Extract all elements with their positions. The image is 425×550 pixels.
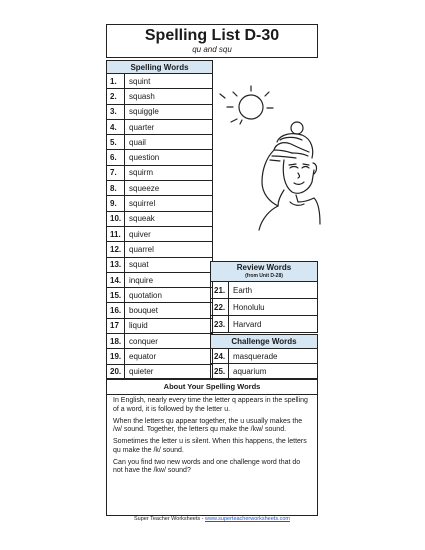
about-paragraph: Sometimes the letter u is silent. When this happens, the letters qu make the /k/ sound.: [113, 438, 307, 454]
word-text: quarter: [125, 119, 213, 134]
word-number: 17: [107, 318, 125, 333]
word-text: squirrel: [125, 196, 213, 211]
spelling-row: [107, 89, 213, 104]
challenge-words-header: Challenge Words: [211, 335, 318, 349]
word-number: 6.: [107, 150, 125, 165]
word-text: Earth: [229, 282, 318, 299]
word-number: 22.: [211, 299, 229, 316]
title-box: [106, 24, 318, 58]
spelling-row: [107, 135, 213, 150]
word-text: Harvard: [229, 316, 318, 333]
review-row: [211, 316, 318, 333]
spelling-row: [107, 242, 213, 257]
word-text: squeeze: [125, 181, 213, 196]
about-title: About Your Spelling Words: [107, 379, 317, 395]
spelling-row: [107, 303, 213, 318]
word-number: 14.: [107, 272, 125, 287]
word-number: 15.: [107, 288, 125, 303]
review-words-title: Review Words: [236, 262, 292, 272]
spelling-row: [107, 181, 213, 196]
word-number: 7.: [107, 165, 125, 180]
about-box: [106, 378, 318, 516]
word-text: squat: [125, 257, 213, 272]
word-number: 9.: [107, 196, 125, 211]
word-text: squiggle: [125, 104, 213, 119]
spelling-row: [107, 318, 213, 333]
word-text: bouquet: [125, 303, 213, 318]
word-text: quotation: [125, 288, 213, 303]
about-body: [107, 395, 317, 475]
word-number: 13.: [107, 257, 125, 272]
footer-text: Super Teacher Worksheets -: [133, 516, 206, 522]
word-number: 5.: [107, 135, 125, 150]
word-number: 25.: [211, 364, 229, 379]
about-paragraph: In English, nearly every time the letter q appears in the spelling of a word, it is followed by the letter u.: [113, 397, 308, 413]
word-number: 21.: [211, 282, 229, 299]
spelling-row: [107, 349, 213, 364]
word-number: 8.: [107, 181, 125, 196]
word-number: 18.: [107, 334, 125, 349]
spelling-row: [107, 74, 213, 89]
spelling-row: [107, 150, 213, 165]
word-number: 10.: [107, 211, 125, 226]
page-title: Spelling List D-30: [144, 27, 280, 44]
word-text: aquarium: [229, 364, 318, 379]
word-text: Honolulu: [229, 299, 318, 316]
word-number: 12.: [107, 242, 125, 257]
sun-icon: [239, 95, 263, 119]
word-text: masquerade: [229, 349, 318, 364]
word-text: liquid: [125, 318, 213, 333]
review-words-table: [210, 261, 318, 333]
about-paragraph: When the letters qu appear together, the u usually makes the /w/ sound. Together, the letters qu make the /kw/ sound.: [113, 417, 303, 434]
word-text: inquire: [125, 272, 213, 287]
challenge-row: [211, 349, 318, 364]
word-number: 24.: [211, 349, 229, 364]
challenge-words-table: [210, 334, 318, 380]
word-number: 23.: [211, 316, 229, 333]
about-paragraph: Can you find two new words and one challenge word that do not have the /kw/ sound?: [113, 459, 301, 475]
spelling-words-header: Spelling Words: [107, 61, 213, 74]
word-text: equator: [125, 349, 213, 364]
review-words-header: [211, 262, 318, 282]
spelling-row: [107, 211, 213, 226]
word-number: 19.: [107, 349, 125, 364]
spelling-row: [107, 104, 213, 119]
word-number: 16.: [107, 303, 125, 318]
word-number: 11.: [107, 226, 125, 241]
spelling-row: [107, 257, 213, 272]
review-row: [211, 299, 318, 316]
word-text: question: [125, 150, 213, 165]
word-text: squeak: [125, 211, 213, 226]
spelling-row: [107, 226, 213, 241]
spelling-row: [107, 119, 213, 134]
spelling-row: [107, 334, 213, 349]
word-text: quarrel: [125, 242, 213, 257]
page-subtitle: qu and squ: [192, 45, 232, 54]
review-row: [211, 282, 318, 299]
squinting-boy-illustration: [214, 78, 322, 258]
word-text: quieter: [125, 364, 213, 379]
word-text: conquer: [125, 334, 213, 349]
spelling-row: [107, 165, 213, 180]
word-text: squirm: [125, 165, 213, 180]
word-text: quiver: [125, 226, 213, 241]
challenge-row: [211, 364, 318, 379]
word-number: 20.: [107, 364, 125, 379]
spelling-row: [107, 272, 213, 287]
footer-link[interactable]: www.superteacherworksheets.com: [205, 516, 290, 522]
review-words-subheader: (from Unit D-28): [245, 272, 283, 279]
spelling-row: [107, 196, 213, 211]
word-number: 3.: [107, 104, 125, 119]
spelling-row: [107, 288, 213, 303]
word-text: quail: [125, 135, 213, 150]
word-number: 1.: [107, 74, 125, 89]
word-text: squint: [125, 74, 213, 89]
spelling-words-table: [106, 60, 213, 380]
footer: [106, 516, 318, 522]
word-number: 2.: [107, 89, 125, 104]
word-number: 4.: [107, 119, 125, 134]
word-text: squash: [125, 89, 213, 104]
